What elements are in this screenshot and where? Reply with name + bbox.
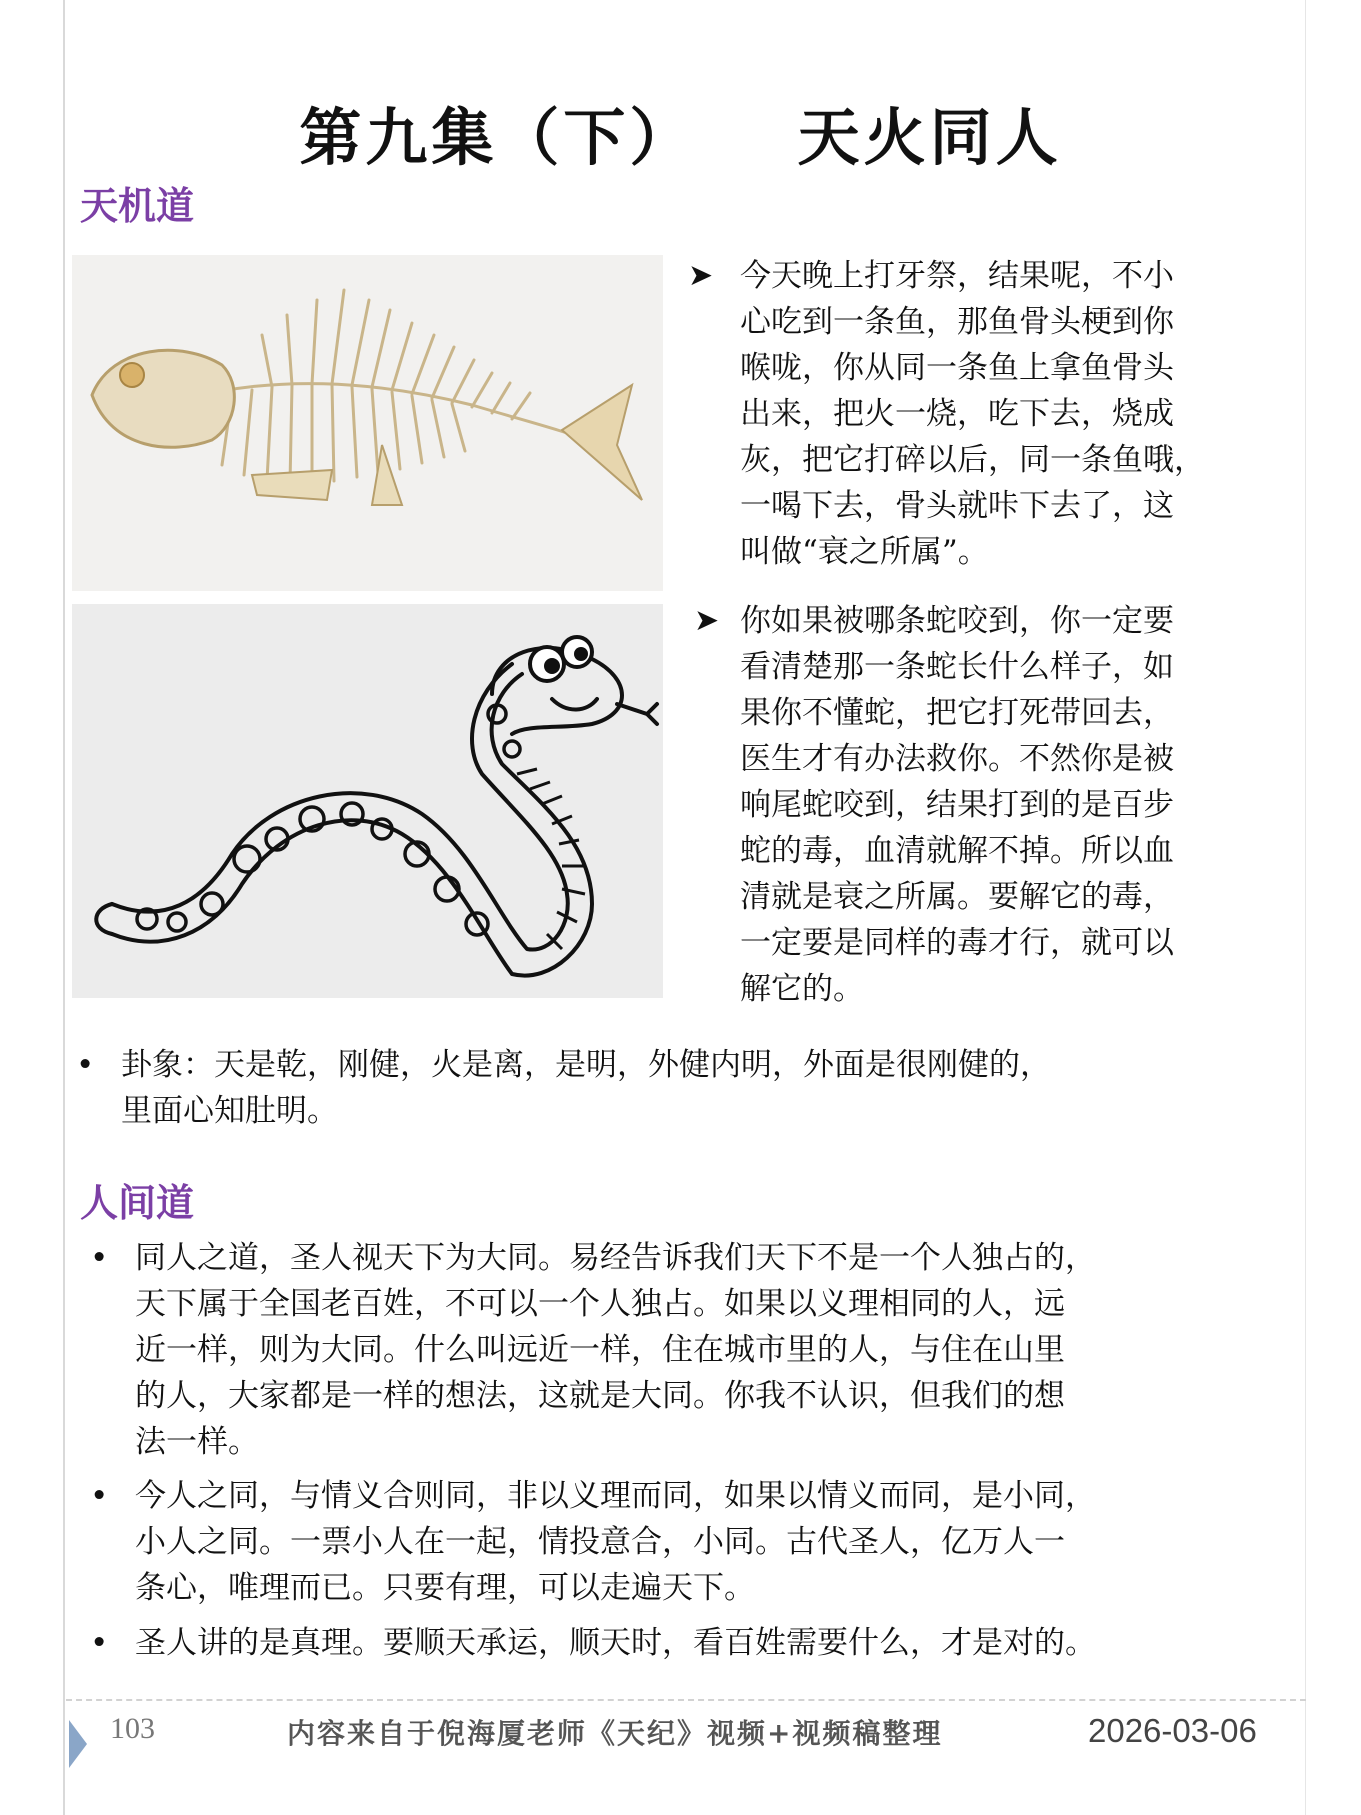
footer-divider xyxy=(66,1699,1306,1701)
text-line: 你如果被哪条蛇咬到，你一定要 xyxy=(740,603,1174,639)
text-line: 清就是衰之所属。要解它的毒， xyxy=(740,879,1174,915)
right-margin-rule xyxy=(1305,0,1306,1815)
fish-skeleton-image xyxy=(72,255,663,591)
text-line: 看清楚那一条蛇长什么样子，如 xyxy=(740,649,1174,685)
text-line: 叫做“衰之所属”。 xyxy=(740,534,989,570)
text-line: 今人之同，与情义合则同，非以义理而同，如果以情义而同，是小同， xyxy=(135,1478,1096,1514)
bullet-dot-icon: • xyxy=(90,1625,109,1661)
text-line: 条心，唯理而已。只要有理，可以走遍天下。 xyxy=(135,1570,755,1606)
text-line: 一喝下去，骨头就咔下去了，这 xyxy=(740,488,1174,524)
text-line: 一定要是同样的毒才行，就可以 xyxy=(740,925,1174,961)
left-margin-rule xyxy=(63,0,65,1815)
text-line: 喉咙，你从同一条鱼上拿鱼骨头 xyxy=(740,350,1174,386)
text-line: 的人，大家都是一样的想法，这就是大同。你我不认识，但我们的想 xyxy=(135,1378,1065,1414)
text-line: 小人之同。一票小人在一起，情投意合，小同。古代圣人，亿万人一 xyxy=(135,1524,1065,1560)
bullet-dot-icon: • xyxy=(90,1240,109,1276)
text-line: 里面心知肚明。 xyxy=(121,1093,338,1129)
footer-date: 2026-03-06 xyxy=(1088,1712,1257,1749)
cartoon-snake-drawing xyxy=(72,604,663,998)
text-line: 今天晚上打牙祭，结果呢，不小 xyxy=(740,258,1174,294)
text-line: 同人之道，圣人视天下为大同。易经告诉我们天下不是一个人独占的， xyxy=(135,1240,1096,1276)
section-heading-renjian: 人间道 xyxy=(80,1180,195,1225)
footer-triangle-icon xyxy=(69,1720,87,1768)
page-title: 第九集（下） 天火同人 xyxy=(299,101,1062,174)
arrow-item-text xyxy=(740,598,1275,1012)
text-line: 灰，把它打碎以后，同一条鱼哦， xyxy=(740,442,1205,478)
bullet-dot-icon: • xyxy=(76,1047,95,1083)
guaxiang-text xyxy=(121,1042,1321,1134)
text-line: 心吃到一条鱼，那鱼骨头梗到你 xyxy=(740,304,1174,340)
footer-source: 内容来自于倪海厦老师《天纪》视频+视频稿整理 xyxy=(287,1717,943,1750)
text-line: 蛇的毒，血清就解不掉。所以血 xyxy=(740,833,1174,869)
text-line: 圣人讲的是真理。要顺天承运，顺天时，看百姓需要什么，才是对的。 xyxy=(135,1625,1096,1661)
text-line: 法一样。 xyxy=(135,1424,259,1460)
arrow-bullet-icon: ➤ xyxy=(688,258,714,293)
arrow-bullet-icon: ➤ xyxy=(694,603,720,638)
text-line: 卦象：天是乾，刚健，火是离，是明，外健内明，外面是很刚健的， xyxy=(121,1047,1051,1083)
bullet-text xyxy=(135,1235,1305,1465)
bullet-text xyxy=(135,1473,1305,1611)
text-line: 果你不懂蛇，把它打死带回去， xyxy=(740,695,1174,731)
bullet-dot-icon: • xyxy=(90,1478,109,1514)
text-line: 响尾蛇咬到，结果打到的是百步 xyxy=(740,787,1174,823)
bullet-text xyxy=(135,1620,1305,1666)
text-line: 天下属于全国老百姓，不可以一个人独占。如果以义理相同的人，远 xyxy=(135,1286,1065,1322)
section-heading-tianji: 天机道 xyxy=(80,183,195,228)
page-number: 103 xyxy=(110,1712,155,1745)
text-line: 近一样，则为大同。什么叫远近一样，住在城市里的人，与住在山里 xyxy=(135,1332,1065,1368)
arrow-item-text xyxy=(740,253,1275,575)
text-line: 解它的。 xyxy=(740,971,864,1007)
text-line: 出来，把火一烧，吃下去，烧成 xyxy=(740,396,1174,432)
text-line: 医生才有办法救你。不然你是被 xyxy=(740,741,1174,777)
